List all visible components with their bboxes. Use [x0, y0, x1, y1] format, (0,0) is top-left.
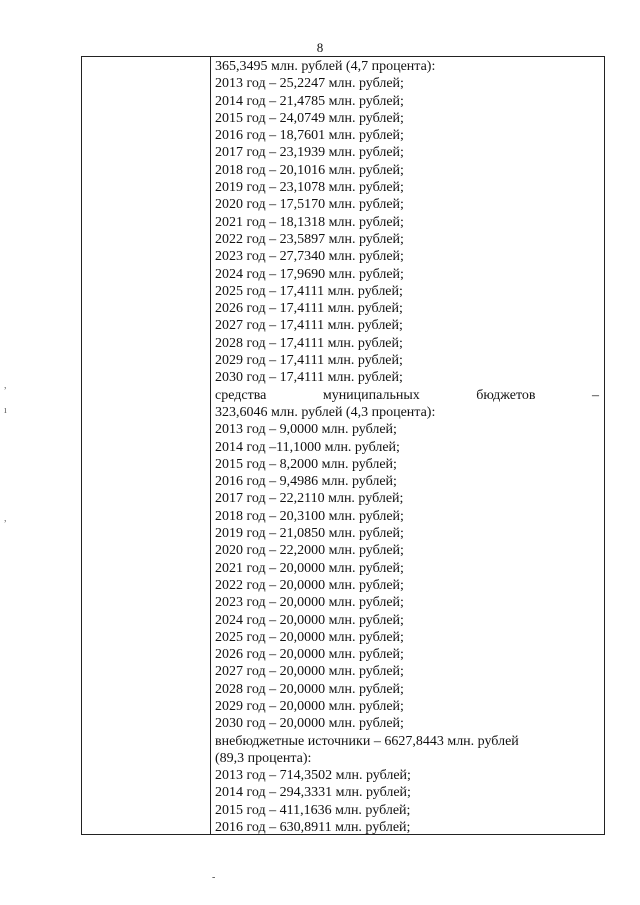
funding-line: 2021 год – 18,1318 млн. рублей;: [215, 214, 404, 230]
funding-line: 2026 год – 17,4111 млн. рублей;: [215, 301, 403, 317]
funding-line: (89,3 процента):: [215, 750, 312, 766]
funding-line: 2022 год – 23,5897 млн. рублей;: [215, 231, 404, 247]
funding-line: 2020 год – 22,2000 млн. рублей;: [215, 543, 404, 559]
bottom-mark: -: [212, 872, 216, 883]
heading-word-3: бюджетов: [476, 387, 536, 403]
funding-line: 2025 год – 20,0000 млн. рублей;: [215, 629, 404, 645]
heading-word-1: средства: [215, 387, 267, 403]
funding-line: 2025 год – 17,4111 млн. рублей;: [215, 283, 403, 299]
funding-line: 2028 год – 17,4111 млн. рублей;: [215, 335, 403, 351]
funding-line: 2013 год – 714,3502 млн. рублей;: [215, 768, 411, 784]
funding-line: 2019 год – 21,0850 млн. рублей;: [215, 526, 404, 542]
column-divider: [210, 57, 211, 834]
funding-line: 2028 год – 20,0000 млн. рублей;: [215, 681, 404, 697]
funding-line: 2023 год – 20,0000 млн. рублей;: [215, 595, 404, 611]
regional-budget-lines: [215, 58, 601, 387]
funding-line: 2017 год – 22,2110 млн. рублей;: [215, 491, 404, 507]
funding-line: 2021 год – 20,0000 млн. рублей;: [215, 560, 404, 576]
funding-line: 2013 год – 25,2247 млн. рублей;: [215, 76, 404, 92]
municipal-and-extrabudget-lines: [215, 404, 601, 836]
funding-line: 323,6046 млн. рублей (4,3 процента):: [215, 404, 436, 420]
funding-line: 2013 год – 9,0000 млн. рублей;: [215, 422, 397, 438]
funding-line: 2022 год – 20,0000 млн. рублей;: [215, 577, 404, 593]
funding-line: 2015 год – 24,0749 млн. рублей;: [215, 110, 404, 126]
funding-line: 2016 год – 630,8911 млн. рублей;: [215, 820, 411, 836]
funding-line: 2027 год – 17,4111 млн. рублей;: [215, 318, 403, 334]
funding-line: 2015 год – 411,1636 млн. рублей;: [215, 802, 411, 818]
funding-line: 2030 год – 17,4111 млн. рублей;: [215, 370, 403, 386]
funding-line: 2020 год – 17,5170 млн. рублей;: [215, 197, 404, 213]
funding-line: 2024 год – 20,0000 млн. рублей;: [215, 612, 404, 628]
funding-line: 365,3495 млн. рублей (4,7 процента):: [215, 59, 436, 74]
funding-line: 2014 год – 294,3331 млн. рублей;: [215, 785, 411, 801]
funding-line: 2015 год – 8,2000 млн. рублей;: [215, 456, 397, 472]
funding-line: 2029 год – 17,4111 млн. рублей;: [215, 353, 403, 369]
funding-line: 2029 год – 20,0000 млн. рублей;: [215, 698, 404, 714]
funding-line: 2014 год – 21,4785 млн. рублей;: [215, 93, 404, 109]
funding-line: 2016 год – 18,7601 млн. рублей;: [215, 128, 404, 144]
margin-mark: ,: [4, 513, 7, 524]
page-number: 8: [316, 40, 324, 55]
funding-line: 2018 год – 20,3100 млн. рублей;: [215, 508, 404, 524]
funding-line: 2017 год – 23,1939 млн. рублей;: [215, 145, 404, 161]
funding-line: 2026 год – 20,0000 млн. рублей;: [215, 647, 404, 663]
margin-mark: ı: [4, 405, 7, 416]
funding-line: 2027 год – 20,0000 млн. рублей;: [215, 664, 404, 680]
funding-line: 2024 год – 17,9690 млн. рублей;: [215, 266, 404, 282]
funding-line: 2016 год – 9,4986 млн. рублей;: [215, 474, 397, 490]
funding-line: 2023 год – 27,7340 млн. рублей;: [215, 249, 404, 265]
funding-line: 2030 год – 20,0000 млн. рублей;: [215, 716, 404, 732]
funding-line: 2019 год – 23,1078 млн. рублей;: [215, 180, 404, 196]
document-table: [81, 56, 605, 835]
heading-word-2: муниципальных: [322, 387, 420, 403]
funding-line: внебюджетные источники – 6627,8443 млн. рублей: [215, 733, 519, 749]
municipal-budget-heading: [215, 387, 599, 404]
funding-line: 2014 год –11,1000 млн. рублей;: [215, 439, 400, 455]
heading-dash: –: [591, 387, 599, 403]
funding-line: 2018 год – 20,1016 млн. рублей;: [215, 162, 404, 178]
funding-text-cell: [215, 58, 601, 836]
margin-mark: ,: [4, 380, 7, 391]
